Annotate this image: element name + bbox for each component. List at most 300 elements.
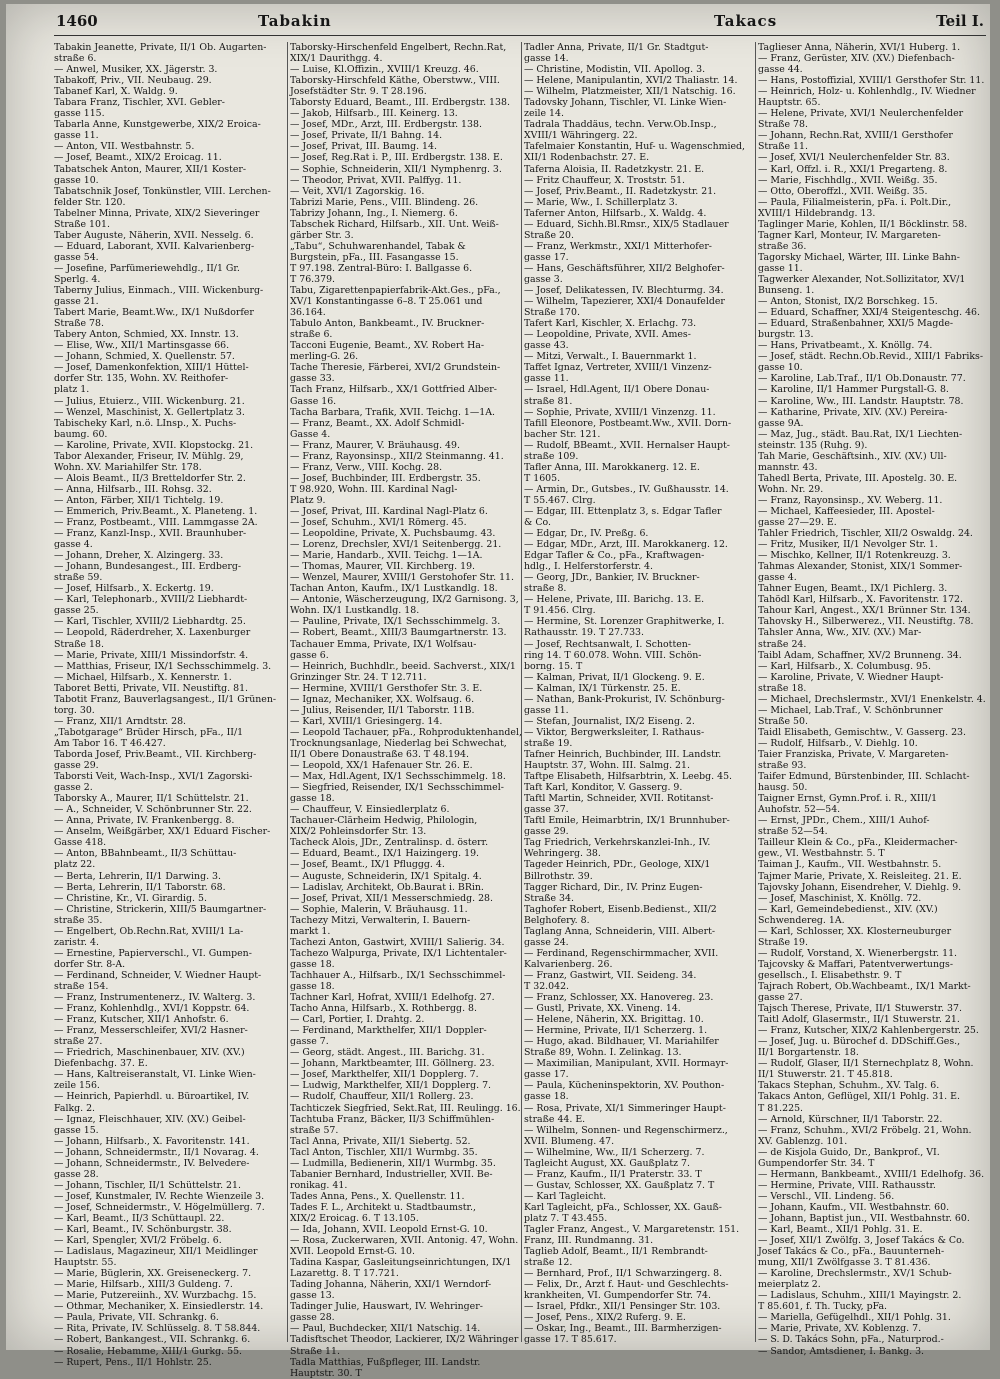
directory-entry-line: platz 7. T 43.455. [524, 1212, 608, 1224]
directory-entry-line: Platz 9. [290, 494, 326, 506]
directory-entry-line: gasse 17. [524, 1069, 569, 1081]
directory-entry-line: Straße 78. [54, 318, 104, 330]
directory-entry-line: — Josefine, Parfümeriewehdlg., II/1 Gr. [54, 262, 240, 274]
directory-entry-line: Bunseng. 1. [758, 285, 815, 297]
directory-entry-line: T 1605. [524, 472, 561, 484]
directory-entry-line: — Franz, Beamt., XX. Adolf Schmidl- [290, 417, 465, 429]
directory-entry-line: Tabert Marie, Beamt.Ww., IX/1 Nußdorfer [54, 307, 254, 319]
directory-entry-line: — Robert, Bankangest., VII. Schrankg. 6. [54, 1334, 251, 1346]
directory-entry-line: Tabery Anton, Schmied, XX. Innstr. 13. [54, 329, 239, 341]
directory-entry-line: gasse 27. [758, 992, 803, 1004]
directory-entry-line: — Thomas, Maurer, VII. Kirchberg. 19. [290, 561, 476, 573]
directory-entry-line: — Otto, Oberoffzl., XVII. Weißg. 35. [758, 185, 928, 197]
directory-entry-line: hdlg., I. Helferstorferstr. 4. [524, 561, 654, 573]
directory-entry-line: ring 14. T 60.078. Wohn. VIII. Schön- [524, 649, 702, 661]
directory-entry-line: — Marie, Fischhdlg., XVII. Weißg. 35. [758, 174, 938, 186]
directory-entry-line: — Paula, Kücheninspektorin, XV. Pouthon- [524, 1080, 725, 1092]
directory-entry-line: — Anton, BBahnbeamt., II/3 Schüttau- [54, 848, 237, 860]
directory-entry-line: straße 93. [758, 760, 807, 772]
directory-entry-line: Takacs Anton, Geflügel, XII/1 Pohlg. 31. E. [758, 1091, 960, 1103]
directory-entry-line: — Karl, Beamt., IV. Schönburgstr. 38. [54, 1224, 232, 1236]
directory-entry-line: gasse 10. [54, 174, 99, 186]
directory-entry-line: — Ferdinand, Schneider, V. Wiedner Haupt- [54, 969, 262, 981]
directory-entry-line: zeile 14. [524, 108, 564, 120]
directory-entry-line: — Johann, Schmied, X. Quellenstr. 57. [54, 351, 235, 363]
directory-entry-line: „Tabotgarage“ Brüder Hirsch, pFa., II/1 [54, 726, 244, 738]
directory-entry-line: — Josef, Privat, XII/1 Messerschmiedg. 28. [290, 892, 494, 904]
directory-entry-line: straße 6. [290, 329, 333, 341]
directory-entry-line: — Franz, Kohlenhdlg., XVI/1 Koppstr. 64. [54, 1003, 250, 1015]
directory-entry-line: — Hermine, St. Lorenzer Graphitwerke, I. [524, 616, 725, 628]
directory-entry-line: Straße 11. [290, 1345, 340, 1357]
directory-entry-line: — Julius, Reisender, II/1 Taborstr. 11B. [290, 704, 475, 716]
directory-entry-line: Tajcovsky & Maffari, Patentverwertungs- [758, 958, 953, 970]
directory-entry-line: — Michael, Kaffeesieder, III. Apostel- [758, 505, 935, 517]
directory-entry-line: — Josef, Beamt., IX/1 Pfluggg. 4. [290, 859, 445, 871]
directory-entry-line: — Wilhelmine, Ww., II/1 Scherzerg. 7. [524, 1146, 705, 1158]
directory-entry-line: XIX/2 Pohleinsdorfer Str. 13. [290, 826, 427, 838]
directory-entry-line: „Tabu“, Schuhwarenhandel, Tabak & [290, 240, 466, 252]
directory-entry-line: — A., Schneider, V. Schönbrunner Str. 22. [54, 804, 252, 816]
directory-entry-line: T 81.225. [758, 1102, 804, 1114]
directory-entry-line: Tachan Anton, Kaufm., IX/1 Lustkandlg. 18. [290, 583, 498, 595]
directory-entry-line: Tachtuba Franz, Bäcker, II/3 Schiffmühlen- [290, 1113, 495, 1125]
directory-entry-line: — Mariella, Gefügelhdl., XII/1 Pohlg. 31. [758, 1312, 951, 1324]
directory-entry-line: gasse 11. [54, 130, 99, 142]
directory-entry-line: — Marie, Ww., I. Schillerplatz 3. [524, 196, 678, 208]
directory-entry-line: XVIII/1 Hildebrandg. 13. [758, 207, 876, 219]
directory-entry-line: Taglieb Adolf, Beamt., II/1 Rembrandt- [524, 1246, 708, 1258]
directory-entry-line: T 97.198. Zentral-Büro: I. Ballgasse 6. [290, 262, 473, 274]
directory-entry-line: straße 18. [758, 682, 807, 694]
directory-entry-line: Taborsti Veit, Wach-Insp., XVI/1 Zagorski- [54, 771, 253, 783]
directory-entry-line: — Josef, Hilfsarb., X. Eckertg. 19. [54, 583, 214, 595]
directory-entry-line: — Helene, Private, III. Barichg. 13. E. [524, 594, 705, 606]
directory-entry-line: — Ferdinand, Regenschirmmacher, XVII. [524, 947, 719, 959]
column-4 [758, 42, 987, 1357]
directory-entry-line: — Paula, Private, VII. Schrankg. 6. [54, 1312, 219, 1324]
directory-entry-line: Straße 101. [54, 218, 110, 230]
directory-entry-line: — Michael, Drechslermstr., XVI/1 Enenkelstr. 4. [758, 693, 986, 705]
directory-entry-line: Tah Marie, Geschäftsinh., XIV. (XV.) Ull- [758, 450, 947, 462]
directory-entry-line: Taboret Betti, Private, VII. Neustiftg. 81. [54, 682, 249, 694]
directory-entry-line: gasse 18. [290, 793, 335, 805]
directory-entry-line: — Leopold, XX/1 Hafenauer Str. 26. E. [290, 760, 473, 772]
directory-entry-line: — Rudolf, Glaser, II/1 Sternechplatz 8, Wohn. [758, 1058, 974, 1070]
directory-entry-line: Lazarettg. 8. T 17.721. [290, 1268, 399, 1280]
directory-entry-line: — Marie, Putzereiinh., XV. Wurzbachg. 15. [54, 1290, 257, 1302]
directory-entry-line: — Leopold Tachauer, pFa., Rohproduktenhandel, [290, 726, 522, 738]
directory-entry-line: — Leopoldine, Private, X. Puchsbaumg. 43. [290, 528, 496, 540]
directory-entry-line: Taffet Ignaz, Vertreter, XVIII/1 Vinzenz- [524, 362, 712, 374]
directory-entry-line: gasse 27—29. E. [758, 517, 837, 529]
directory-entry-line: — Hans, Privatbeamt., X. Knöllg. 74. [758, 340, 933, 352]
directory-entry-line: — Mitzi, Verwalt., I. Bauernmarkt 1. [524, 351, 697, 363]
directory-entry-line: 36.164. [290, 307, 326, 319]
directory-entry-line: — Ida, Johann, XVII. Leopold Ernst-G. 10. [290, 1224, 488, 1236]
directory-entry-line: Taborsty Eduard, Beamt., III. Erdbergstr. 138. [290, 97, 510, 109]
directory-entry-line: gasse 11. [524, 704, 569, 716]
directory-entry-line: straße 109. [524, 450, 579, 462]
left-running-title: Tabakin [258, 12, 332, 30]
directory-entry-line: Tagner Karl, Monteur, IV. Margareten- [758, 229, 941, 241]
directory-entry-line: II/1 Borgartenstr. 18. [758, 1047, 859, 1059]
directory-entry-line: — Karl, Gemeindebedienst., XIV. (XV.) [758, 903, 938, 915]
directory-entry-line: — Luise, Kl.Offizin., XVIII/1 Kreuzg. 46. [290, 64, 479, 76]
directory-entry-line: — Josef, MDr., Arzt, III. Erdbergstr. 138. [290, 119, 482, 131]
directory-entry-line: — Eduard, Straßenbahner, XXI/5 Magde- [758, 318, 954, 330]
directory-entry-line: Sperlg. 4. [54, 273, 101, 285]
directory-entry-line: Tafner Heinrich, Buchbinder, III. Landstr. [524, 749, 722, 760]
directory-entry-line: Taidl Elisabeth, Gemischtw., V. Gasserg. 23. [758, 726, 966, 738]
directory-entry-line: Gasse 16. [290, 395, 337, 407]
directory-entry-line: — Franz, Gastwirt, VII. Seideng. 34. [524, 969, 697, 981]
directory-entry-line: Tacconi Eugenie, Beamt., XV. Robert Ha- [290, 340, 485, 352]
directory-entry-line: — Karl, Tischler, XVIII/2 Liebhardtg. 25. [54, 616, 246, 628]
directory-entry-line: Taghofer Robert, Eisenb.Bedienst., XII/2 [524, 903, 717, 915]
directory-entry-line: Tabrizi Marie, Pens., VIII. Blindeng. 26. [290, 196, 479, 208]
directory-entry-line: Tachauer-Clärheim Hedwig, Philologin, [290, 815, 478, 827]
directory-entry-line: — Georg, städt. Angest., III. Barichg. 31. [290, 1047, 485, 1059]
directory-entry-line: — Eduard, Sichh.Bl.Rmsr., XIX/5 Stadlauer [524, 218, 729, 230]
directory-entry-line: gasse 14. [524, 53, 569, 65]
directory-entry-line: Tacheck Alois, JDr., Zentralinsp. d. österr. [290, 837, 489, 849]
directory-entry-line: gasse 4. [54, 539, 93, 551]
directory-entry-line: Diefenbachg. 37. E. [54, 1058, 148, 1070]
directory-entry-line: — Josef, Markthelfer, XII/1 Dopplerg. 7. [290, 1069, 479, 1081]
directory-entry-line: straße 19. [524, 737, 573, 749]
directory-entry-line: — Siegfried, Reisender, IX/1 Sechsschimmel- [290, 782, 504, 794]
directory-entry-line: baumg. 60. [54, 428, 108, 440]
directory-entry-line: — Johann, Bundesangest., III. Erdberg- [54, 561, 242, 573]
directory-entry-line: Tacho Anna, Hilfsarb., X. Rothbergg. 8. [290, 1003, 477, 1015]
directory-entry-line: Straße 11. [758, 141, 808, 153]
directory-entry-line: Tahovsky H., Silberwerez., VII. Neustiftg. 78. [758, 616, 974, 628]
directory-entry-line: — Auguste, Schneiderin, IX/1 Spitalg. 4. [290, 870, 482, 882]
directory-entry-line: gasse 2. [54, 782, 93, 794]
directory-entry-line: — Karoline, Ww., III. Landstr. Hauptstr. 78. [758, 395, 964, 407]
directory-entry-line: — Rosa, Private, XI/1 Simmeringer Haupt- [524, 1102, 726, 1114]
directory-entry-line: — Johann, Marktbeamter, III. Göllnerg. 23. [290, 1058, 495, 1070]
directory-entry-line: gasse 10. [758, 362, 803, 374]
directory-entry-line: gasse 21. [54, 296, 99, 308]
directory-entry-line: — Stefan, Journalist, IX/2 Eiseng. 2. [524, 715, 695, 727]
directory-entry-line: meierplatz 2. [758, 1279, 821, 1291]
directory-entry-line: — Nathan, Bank-Prokurist, IV. Schönburg- [524, 693, 725, 705]
directory-entry-line: Tachhauer A., Hilfsarb., IX/1 Sechsschimmel- [290, 969, 506, 981]
directory-entry-line: — Hermine, Private, II/1 Scherzerg. 1. [524, 1025, 708, 1037]
directory-entry-line: gasse 4. [758, 572, 797, 584]
directory-entry-line: Tagler Franz, Angest., V. Margaretenstr. 151. [524, 1224, 740, 1236]
directory-entry-line: — Josef, XII/1 Zwölfg. 3, Josef Takács & Co. [758, 1235, 965, 1247]
page-number: 1460 [56, 12, 98, 30]
directory-entry-line: felder Str. 120. [54, 196, 126, 208]
directory-entry-line: — Leopold, Räderdreher, X. Laxenburger [54, 627, 251, 639]
directory-entry-line: — Franz, Werkmstr., XXI/1 Mitterhofer- [524, 240, 712, 252]
directory-entry-line: Tagleicht August, XX. Gaußplatz 7. [524, 1157, 690, 1169]
directory-entry-line: Tagger Richard, Dir., IV. Prinz Eugen- [524, 881, 703, 893]
directory-entry-line: — Rosa, Zuckerwaren, XVII. Antonig. 47, Wohn. [290, 1235, 519, 1247]
directory-entry-line: — Johann, Schneidermstr., IV. Belvedere- [54, 1157, 250, 1169]
directory-entry-line: — Georg, JDr., Bankier, IV. Bruckner- [524, 572, 700, 584]
directory-entry-line: Tachezi Anton, Gastwirt, XVIII/1 Salierig. 34. [290, 936, 505, 948]
directory-entry-line: Taglinger Marie, Kohlen, II/1 Böcklinstr. 58. [758, 218, 968, 230]
directory-entry-line: & Co. [524, 517, 551, 529]
directory-entry-line: — Josef, Priv.Beamt., II. Radetzkystr. 21. [524, 185, 717, 197]
directory-entry-line: — Franz, Instrumentenerz., IV. Walterg. 3. [54, 992, 256, 1004]
directory-entry-line: Tades Anna, Pens., X. Quellenstr. 11. [290, 1190, 465, 1202]
directory-entry-line: — Karl, Hilfsarb., X. Columbusg. 95. [758, 660, 931, 672]
directory-entry-line: — Franz, Schuhm., XVI/2 Fröbelg. 21, Wohn. [758, 1124, 972, 1136]
directory-entry-line: — Karoline, II/1 Hammer Purgstall-G. 8. [758, 384, 949, 396]
directory-entry-line: Tabatschek Anton, Maurer, XII/1 Koster- [54, 163, 247, 175]
directory-entry-line: — Lorenz, Drechsler, XVI/1 Seitenbergg. 21. [290, 539, 502, 551]
directory-entry-line: — Josef, Privat, III. Baumg. 14. [290, 141, 437, 153]
directory-entry-line: Tabakin Jeanette, Private, II/1 Ob. Augarten- [54, 42, 267, 53]
directory-entry-line: Taftl Emile, Heimarbtrin, IX/1 Brunnhuber- [524, 815, 730, 827]
directory-entry-line: — Julius, Etuierz., VIII. Wickenburg. 21. [54, 395, 245, 407]
directory-entry-line: Tabakoff, Priv., VII. Neubaug. 29. [54, 75, 212, 87]
directory-entry-line: — Ludwig, Markthelfer, XII/1 Dopplerg. 7. [290, 1080, 492, 1092]
directory-entry-line: straße 57. [290, 1124, 339, 1136]
directory-entry-line: — Josef, Rechtsanwalt, I. Schotten- [524, 638, 691, 650]
directory-entry-line: gasse 18. [290, 980, 335, 992]
directory-entry-line: Wehringerg. 38. [524, 848, 601, 860]
directory-entry-line: — Sophie, Schneiderin, XII/1 Nymphenrg. 3. [290, 163, 502, 175]
directory-entry-line: — Johann, Kaufm., VII. Westbahnstr. 60. [758, 1201, 950, 1213]
directory-entry-line: Tabulo Anton, Bankbeamt., IV. Bruckner- [290, 318, 485, 330]
directory-entry-line: Auhofstr. 52—54. [758, 804, 841, 816]
directory-entry-line: Straße 34. [524, 892, 574, 904]
directory-entry-line: Tajrach Robert, Ob.Wachbeamt., IX/1 Markt- [758, 980, 971, 992]
directory-entry-line: — Johann, Hilfsarb., X. Favoritenstr. 141. [54, 1135, 250, 1147]
directory-entry-line: gasse 9A. [758, 417, 804, 429]
directory-entry-line: — Heinrich, Buchhdlr., beeid. Sachverst., XIX/1 [290, 660, 516, 672]
directory-entry-line: — Matthias, Friseur, IX/1 Sechsschimmelg. 3. [54, 660, 272, 672]
directory-entry-line: Falkg. 2. [54, 1102, 96, 1114]
directory-entry-line: Tajovsky Johann, Eisendreher, V. Diehlg. 9. [758, 881, 962, 893]
directory-entry-line: Taftl Martin, Schneider, XVII. Rotitanst- [524, 793, 714, 805]
directory-entry-line: Tabara Franz, Tischler, XVI. Gebler- [54, 97, 225, 109]
directory-entry-line: — Franz, Kanzl-Insp., XVII. Braunhuber- [54, 528, 247, 540]
directory-entry-line: — Paul, Buchdecker, XII/1 Natschig. 14. [290, 1323, 481, 1335]
directory-entry-line: Tadisftschet Theodor, Lackierer, IX/2 Währinger [290, 1334, 519, 1346]
directory-entry-line: straße 52—54. [758, 826, 828, 838]
directory-entry-line: Wohn. Nr. 29. [758, 483, 824, 495]
directory-entry-line: XVIII/1 Währingerg. 22. [524, 130, 638, 142]
directory-entry-line: — Rudolf, Vorstand, X. Wienerbergstr. 11. [758, 947, 958, 959]
directory-entry-line: Tachner Karl, Hofrat, XVIII/1 Edelhofg. 27. [290, 992, 495, 1004]
directory-entry-line: Tadinger Julie, Hauswart, IV. Wehringer- [290, 1301, 483, 1313]
directory-entry-line: — Jakob, Hilfsarb., III. Keinerg. 13. [290, 108, 458, 120]
directory-entry-line: — Friedrich, Maschinenbauer, XIV. (XV.) [54, 1047, 245, 1059]
directory-entry-line: — Christine, Modistin, VII. Apollog. 3. [524, 64, 706, 76]
directory-entry-line: — Wilhelm, Platzmeister, XII/1 Natschig. 16. [524, 86, 736, 98]
directory-entry-line: Tabotit Franz, Bauverlagsangest., II/1 Grünen- [54, 693, 277, 705]
directory-entry-line: Taiman J., Kaufm., VII. Westbahnstr. 5. [758, 859, 942, 871]
directory-entry-line: — de Kisjola Guido, Dr., Bankprof., VI. [758, 1146, 940, 1158]
directory-entry-line: gew., VI. Westbahnstr. 5. T [758, 848, 885, 860]
directory-entry-line: markt 1. [290, 925, 331, 937]
directory-entry-line: Tabor Alexander, Friseur, IV. Mühlg. 29, [54, 450, 244, 462]
directory-entry-line: Josef Takács & Co., pFa., Bauunterneh- [758, 1246, 945, 1258]
directory-entry-line: platz 22. [54, 859, 96, 871]
right-running-title: Takacs [714, 12, 778, 30]
directory-entry-line: dorfer Str. 135, Wohn. XV. Reithofer- [54, 373, 229, 385]
directory-entry-line: Tafill Eleonore, Postbeamt.Ww., XVII. Dorn- [524, 417, 732, 429]
directory-entry-line: — Gustav, Schlosser, XX. Gaußplatz 7. T [524, 1179, 715, 1191]
directory-entry-line: gasse 17. [524, 251, 569, 263]
directory-entry-line: — Rita, Private, IV. Schlüsselg. 8. T 58.844. [54, 1323, 261, 1335]
directory-entry-line: — Hans, Kaltreiseranstalt, VI. Linke Wien- [54, 1069, 256, 1081]
directory-entry-line: straße 6. [54, 53, 97, 65]
directory-entry-line: — Engelbert, Ob.Rechn.Rat, XVIII/1 La- [54, 925, 244, 937]
directory-entry-line: — Pauline, Private, IX/1 Sechsschimmelg. 3. [290, 616, 501, 628]
directory-entry-line: straße 154. [54, 980, 109, 992]
directory-entry-line: Hauptstr. 55. [54, 1257, 117, 1269]
directory-entry-line: Straße 19. [758, 936, 808, 948]
directory-entry-line: straße 59. [54, 572, 103, 584]
directory-entry-line: — Israel, Hdl.Agent, II/1 Obere Donau- [524, 384, 710, 396]
directory-entry-line: — Alois Beamt., II/3 Bretteldorfer Str. 2. [54, 472, 246, 484]
directory-entry-line: Tacl Anton, Tischler, XII/1 Wurmbg. 35. [290, 1146, 478, 1158]
directory-entry-line: — Helene, Manipulantin, XVI/2 Thaliastr. 14. [524, 75, 738, 87]
directory-entry-line: straße 12. [524, 1257, 573, 1269]
directory-entry-line: Tabanier Bernhard, Industrieller, XVII. Be- [290, 1168, 493, 1180]
directory-entry-line: Kalvarienberg. 26. [524, 958, 613, 970]
directory-entry-line: Straße 89, Wohn. I. Zelinkag. 13. [524, 1047, 682, 1059]
directory-entry-line: straße 35. [54, 914, 103, 926]
directory-entry-line: Tag Friedrich, Verkehrskanzlei-Inh., IV. [524, 837, 711, 849]
directory-entry-line: — Helene, Private, XVI/1 Neulerchenfelder [758, 108, 964, 120]
directory-entry-line: T 76.379. [290, 273, 336, 285]
directory-entry-line: gasse 3. [524, 273, 563, 285]
directory-entry-line: — Josef, Schneidermstr., V. Högelmüllerg. 7. [54, 1201, 265, 1213]
directory-entry-line: — Franz, Maurer, V. Bräuhausg. 49. [290, 439, 460, 451]
directory-entry-line: Tades F. L., Architekt u. Stadtbaumstr., [290, 1201, 476, 1213]
directory-entry-line: mannstr. 43. [758, 461, 818, 473]
directory-entry-line: Taglieser Anna, Näherin, XVI/1 Huberg. 1. [758, 42, 961, 53]
directory-entry-line: — Marie, Büglerin, XX. Greiseneckerg. 7. [54, 1268, 252, 1280]
directory-entry-line: — Max, Hdl.Agent, IX/1 Sechsschimmelg. 18. [290, 771, 506, 783]
directory-entry-line: Wohn. IX/1 Lustkandlg. 18. [290, 605, 420, 617]
directory-entry-line: Gasse 4. [290, 428, 331, 440]
directory-entry-line: — Ladislaus, Schuhm., XIII/1 Mayingstr. 2. [758, 1290, 962, 1302]
directory-entry-line: Wohn. XV. Mariahilfer Str. 178. [54, 461, 202, 473]
column-2 [290, 42, 522, 1379]
directory-entry-line: gasse 18. [524, 1091, 569, 1103]
directory-entry-line: — Kalman, IX/1 Türkenstr. 25. E. [524, 682, 681, 694]
directory-entry-line: — Fritz, Musiker, II/1 Nevolger Str. 1. [758, 539, 938, 551]
directory-entry-line: — Josef, Schuhm., XVI/1 Römerg. 45. [290, 517, 467, 529]
directory-entry-line: Taborda Josef, Priv.Beamt., VII. Kirchberg- [54, 749, 257, 760]
directory-entry-line: Billrothstr. 39. [524, 870, 593, 882]
directory-entry-line: Tahler Friedrich, Tischler, XII/2 Oswaldg. 24. [758, 528, 973, 540]
directory-entry-line: — Josef, Delikatessen, IV. Blechturmg. 34. [524, 285, 724, 297]
directory-entry-line: — Gustl, Private, XX. Vineng. 14. [524, 1003, 681, 1015]
directory-entry-line: — Josef, Privat, III. Kardinal Nagl-Platz 6. [290, 505, 488, 517]
directory-entry-line: zaristr. 4. [54, 936, 99, 948]
directory-entry-line: — Rosalie, Hebamme, XIII/1 Gurkg. 55. [54, 1345, 243, 1357]
directory-entry-line: — Maz, Jug., städt. Bau.Rat, IX/1 Liechten- [758, 428, 963, 440]
directory-entry-line: — Karoline, Private, V. Wiedner Haupt- [758, 671, 944, 683]
directory-entry-line: Tajmer Marie, Private, X. Reisleiteg. 21. E. [758, 870, 962, 882]
directory-entry-line: T 32.042. [524, 980, 570, 992]
directory-entry-line: straße 44. E. [524, 1113, 586, 1125]
header-rule [54, 35, 986, 36]
directory-entry-line: — Franz, Kaufm., II/1 Praterstr. 33. T [524, 1168, 702, 1180]
directory-entry-line: bacher Str. 121. [524, 428, 601, 440]
directory-entry-line: Taferna Aloisia, II. Radetzkystr. 21. E. [524, 163, 705, 175]
directory-entry-line: Tahedl Berta, Private, III. Apostelg. 30. E. [758, 472, 958, 484]
directory-entry-line: — Wilhelm, Tapezierer, XXI/4 Donaufelder [524, 296, 725, 308]
directory-entry-line: Tachticzek Siegfried, Sekt.Rat, III. Reulingg. 16. [290, 1102, 521, 1114]
directory-entry-line: — Josef, Buchbinder, III. Erdbergstr. 35. [290, 472, 481, 484]
directory-entry-line: Tachezy Mitzi, Verwalterin, I. Bauern- [290, 914, 471, 926]
directory-entry-line: T 91.456. Clrg. [524, 605, 596, 617]
directory-entry-line: Takacs Stephan, Schuhm., XV. Talg. 6. [758, 1080, 940, 1092]
directory-entry-line: — Othmar, Mechaniker, X. Einsiedlerstr. 14. [54, 1301, 264, 1313]
directory-entry-line: — Josef, Pens., XIX/2 Ruferg. 9. E. [524, 1312, 686, 1324]
directory-entry-line: — Ferdinand, Markthelfer, XII/1 Doppler- [290, 1025, 487, 1037]
directory-entry-line: — Anna, Private, IV. Frankenbergg. 8. [54, 815, 235, 827]
directory-entry-line: — Edgar, MDr., Arzt, III. Marokkanerg. 12. [524, 539, 728, 551]
directory-entry-line: Tagorsky Michael, Wärter, III. Linke Bahn- [758, 251, 960, 263]
directory-entry-line: gasse 28. [54, 1168, 99, 1180]
directory-entry-line: Burgstein, pFa., III. Fasangasse 15. [290, 251, 459, 263]
directory-entry-line: — Ignaz, Fleischhauer, XIV. (XV.) Geibel- [54, 1113, 246, 1125]
directory-entry-line: — Kalman, Privat, II/1 Glockeng. 9. E. [524, 671, 705, 683]
directory-entry-line: Gumpendorfer Str. 34. T [758, 1157, 875, 1169]
directory-entry-line: Taborsky-Hirschenfeld Engelbert, Rechn.Rat, [290, 42, 507, 53]
directory-entry-line: Trocknungsanlage, Niederlag bei Schwechat, [290, 737, 507, 749]
directory-entry-line: — Franz, Postbeamt., VIII. Lammgasse 2A. [54, 517, 258, 529]
directory-entry-line: gasse 11. [758, 262, 803, 274]
directory-entry-line: Tahner Eugen, Beamt., IX/1 Pichlerg. 3. [758, 583, 948, 595]
directory-entry-line: — Josef, Jug. u. Bürochef d. DDSchiff.Ges., [758, 1036, 961, 1048]
directory-entry-line: Josefstädter Str. 9. T 28.196. [290, 86, 427, 98]
directory-entry-line: XIX/1 Daurithgg. 4. [290, 53, 383, 65]
directory-entry-line: — Hans, Postoffizial, XVIII/1 Gersthofer Str. 11. [758, 75, 985, 87]
directory-entry-line: gasse 15. [54, 1124, 99, 1136]
directory-entry-line: — Paula, Filialmeisterin, pFa. i. Polt.Dir., [758, 196, 952, 208]
directory-entry-line: — Eduard, Schaffner, XXI/4 Steigenteschg. 46. [758, 307, 980, 319]
directory-entry-line: — Johann, Baptist jun., VII. Westbahnstr. 60. [758, 1212, 970, 1224]
directory-entry-line: — S. D. Takács Sohn, pFa., Naturprod.- [758, 1334, 944, 1346]
directory-entry-line: — Josef, Private, II/1 Bahng. 14. [290, 130, 443, 142]
directory-entry-line: — Karoline, Lab.Traf., II/1 Ob.Donaustr. 77. [758, 373, 966, 385]
directory-entry-line: — Sophie, Malerin, V. Bräuhausg. 11. [290, 903, 468, 915]
directory-entry-line: Tahsler Anna, Ww., XIV. (XV.) Mar- [758, 627, 922, 639]
directory-entry-line: Tahour Karl, Angest., XX/1 Brünner Str. 134. [758, 605, 971, 617]
directory-entry-line: Belghofery. 8. [524, 914, 590, 926]
directory-entry-line: straße 24. [758, 638, 807, 650]
directory-entry-line: — Edgar, III. Ettenplatz 3, s. Edgar Tafler [524, 505, 722, 517]
directory-entry-line: straße 27. [54, 1036, 103, 1048]
directory-entry-line: — Karl, Schlosser, XX. Klosterneuburger [758, 925, 952, 937]
directory-entry-line: Edgar Tafler & Co., pFa., Kraftwagen- [524, 550, 705, 562]
directory-entry-line: gasse 54. [54, 251, 99, 263]
directory-entry-line: — Franz, XII/1 Arndtstr. 28. [54, 715, 187, 727]
directory-entry-line: — Anwel, Musiker, XX. Jägerstr. 3. [54, 64, 218, 76]
directory-entry-line: gasse 17. T 85.617. [524, 1334, 617, 1346]
column-3 [524, 42, 756, 1346]
directory-entry-line: Franz, III. Rundmanng. 31. [524, 1235, 654, 1247]
directory-entry-line: Tach Franz, Hilfsarb., XX/1 Gottfried Alber- [290, 384, 497, 396]
directory-entry-line: XIX/2 Eroicag. 6. T 13.105. [290, 1212, 419, 1224]
directory-entry-line: — Franz, Rayonsinsp., XV. Weberg. 11. [758, 494, 943, 506]
directory-entry-line: gasse 18. [290, 958, 335, 970]
